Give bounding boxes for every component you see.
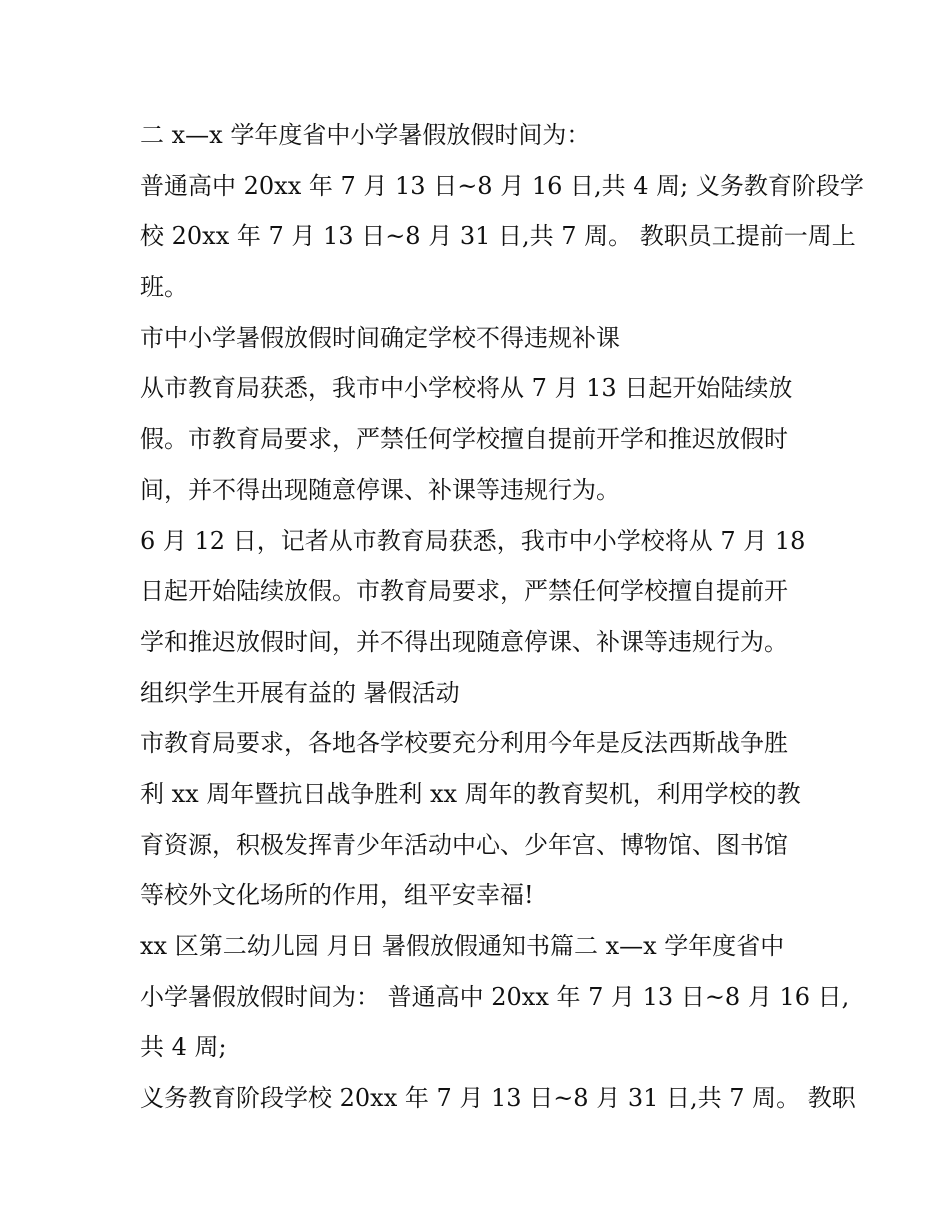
text-line: 间，并不得出现随意停课、补课等违规行为。 [140,475,620,504]
document-body [140,110,864,1124]
section-heading: 市中小学暑假放假时间确定学校不得违规补课 [140,323,620,352]
text-line: xx 区第二幼儿园 月日 暑假放假通知书篇二 x—x 学年度省中 [140,932,785,960]
text-line: 学和推迟放假时间，并不得出现随意停课、补课等违规行为。 [140,627,788,656]
text-line: 等校外文化场所的作用，组平安幸福! [140,881,534,910]
text-line: 小学暑假放假时间为： 普通高中 20xx 年 7 月 13 日~8 月 16 日, [140,982,850,1011]
text-line: 6 月 12 日，记者从市教育局获悉，我市中小学校将从 7 月 18 [140,526,806,555]
text-line: 日起开始陆续放假。市教育局要求，严禁任何学校擅自提前开 [140,577,788,606]
text-line: 义务教育阶段学校 20xx 年 7 月 13 日~8 月 31 日,共 7 周。 教职 [140,1084,856,1113]
text-line: 校 20xx 年 7 月 13 日~8 月 31 日,共 7 周。 教职员工提前一周上 [140,222,856,251]
text-line: 普通高中 20xx 年 7 月 13 日~8 月 16 日,共 4 周; 义务教育阶段学 [140,171,864,200]
text-line: 假。市教育局要求，严禁任何学校擅自提前开学和推迟放假时 [140,425,788,454]
text-line: 利 xx 周年暨抗日战争胜利 xx 周年的教育契机，利用学校的教 [140,779,801,808]
text-line: 育资源，积极发挥青少年活动中心、少年宫、博物馆、图书馆 [140,830,788,859]
text-line: 班。 [140,273,188,302]
text-line: 共 4 周; [140,1033,227,1062]
text-line: 二 x—x 学年度省中小学暑假放假时间为： [140,121,591,149]
text-line: 从市教育局获悉，我市中小学校将从 7 月 13 日起开始陆续放 [140,374,793,403]
text-line: 市教育局要求，各地各学校要充分利用今年是反法西斯战争胜 [140,729,788,758]
section-heading: 组织学生开展有益的 暑假活动 [140,678,460,707]
